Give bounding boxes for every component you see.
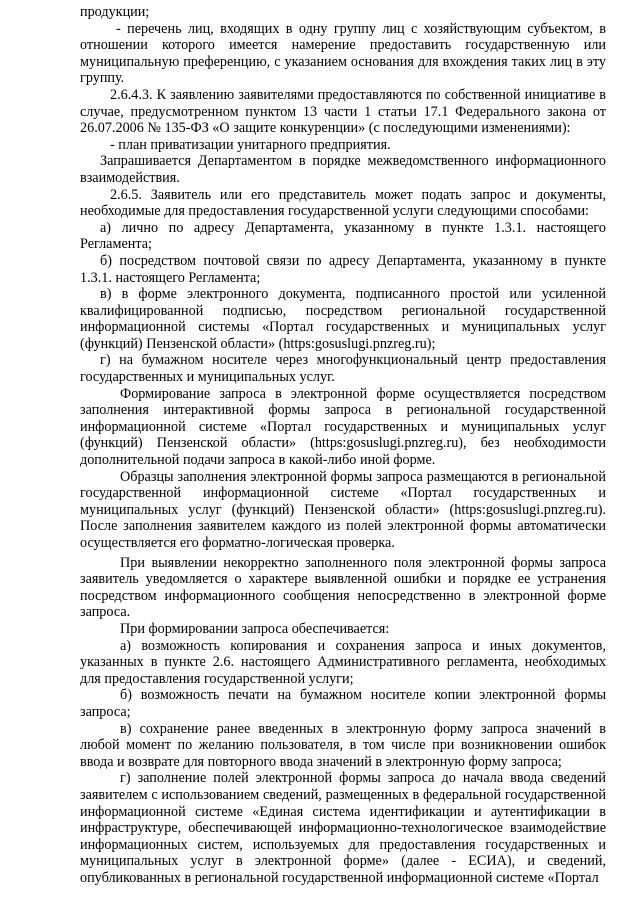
paragraph: Формирование запроса в электронной форме осуществляется посредством заполнения интерактивной формы запроса в региональной государственной информационной системе «Портал государственных и муниципальных услуг (функций) Пензенской области» (https:gosuslugi.pnzreg.ru), без необходимости дополнительной подачи запроса в какой-либо иной форме. [80,385,606,469]
paragraph: - план приватизации унитарного предприятия. [110,136,391,153]
paragraph: Запрашивается Департаментом в порядке межведомственного информационного взаимодействия. [80,153,606,186]
paragraph: г) заполнение полей электронной формы запроса до начала ввода сведений заявителем с использованием сведений, размещенных в федеральной государственной информационной системе «Единая система идентификации и аутентификации в инфраструктуре, обеспечивающей информационно-технологическое взаимодействие информационных систем, используемых для предоставления государственных и муниципальных услуг в электронной форме» (далее - ЕСИА), и сведений, опубликованных в региональной государственной информационной системе «Портал [80,770,606,886]
paragraph: продукции; [80,4,150,20]
paragraph: 2.6.5. Заявитель или его представитель может подать запрос и документы, необходимые для предоставления государственной услуги следующими способами: [80,186,606,220]
document-body [80,4,606,886]
paragraph: в) сохранение ранее введенных в электронную форму запроса значений в любой момент по желанию пользователя, в том числе при возникновении ошибок ввода и возврате для повторного ввода значений в электронную форму запроса; [80,720,606,770]
paragraph: в) в форме электронного документа, подписанного простой или усиленной квалифицированной подписью, посредством региональной государственной информационной системы «Портал государственных и муниципальных услуг (функций) Пензенской области» (https:gosuslugi.pnzreg.ru); [80,286,606,352]
paragraph: а) возможность копирования и сохранения запроса и иных документов, указанных в пункте 2.6. настоящего Административного регламента, необходимых для предоставления государственной услуги; [80,637,606,687]
paragraph: Образцы заполнения электронной формы запроса размещаются в региональной государственной информационной системе «Портал государственных и муниципальных услуг (функций) Пензенской области» (https:gosuslugi.pnzreg.ru). После заполнения заявителем каждого из полей электронной формы автоматически осуществляется его форматно-логическая проверка. [80,468,606,551]
paragraph: 2.6.4.3. К заявлению заявителями предоставляются по собственной инициативе в случае, предусмотренном пунктом 13 части 1 статьи 17.1 Федерального закона от 26.07.2006 № 135-ФЗ «О защите конкуренции» (с последующими изменениями): [80,86,606,137]
paragraph: г) на бумажном носителе через многофункциональный центр предоставления государственных и муниципальных услуг. [80,352,606,386]
paragraph: При формировании запроса обеспечивается: [120,620,390,637]
paragraph: б) посредством почтовой связи по адресу Департамента, указанному в пункте 1.3.1. настоящего Регламента; [80,252,606,286]
paragraph: - перечень лиц, входящих в одну группу лиц с хозяйствующим субъектом, в отношении которого имеется намерение предоставить государственную или муниципальную преференцию, с указанием основания для вхождения таких лиц в эту группу. [80,20,606,87]
paragraph: а) лично по адресу Департамента, указанному в пункте 1.3.1. настоящего Регламента; [80,219,606,253]
paragraph: При выявлении некорректно заполненного поля электронной формы запроса заявитель уведомляется о характере выявленной ошибки и порядке ее устранения посредством информационного сообщения непосредственно в электронной форме запроса. [80,554,606,621]
paragraph: б) возможность печати на бумажном носителе копии электронной формы запроса; [80,687,606,720]
